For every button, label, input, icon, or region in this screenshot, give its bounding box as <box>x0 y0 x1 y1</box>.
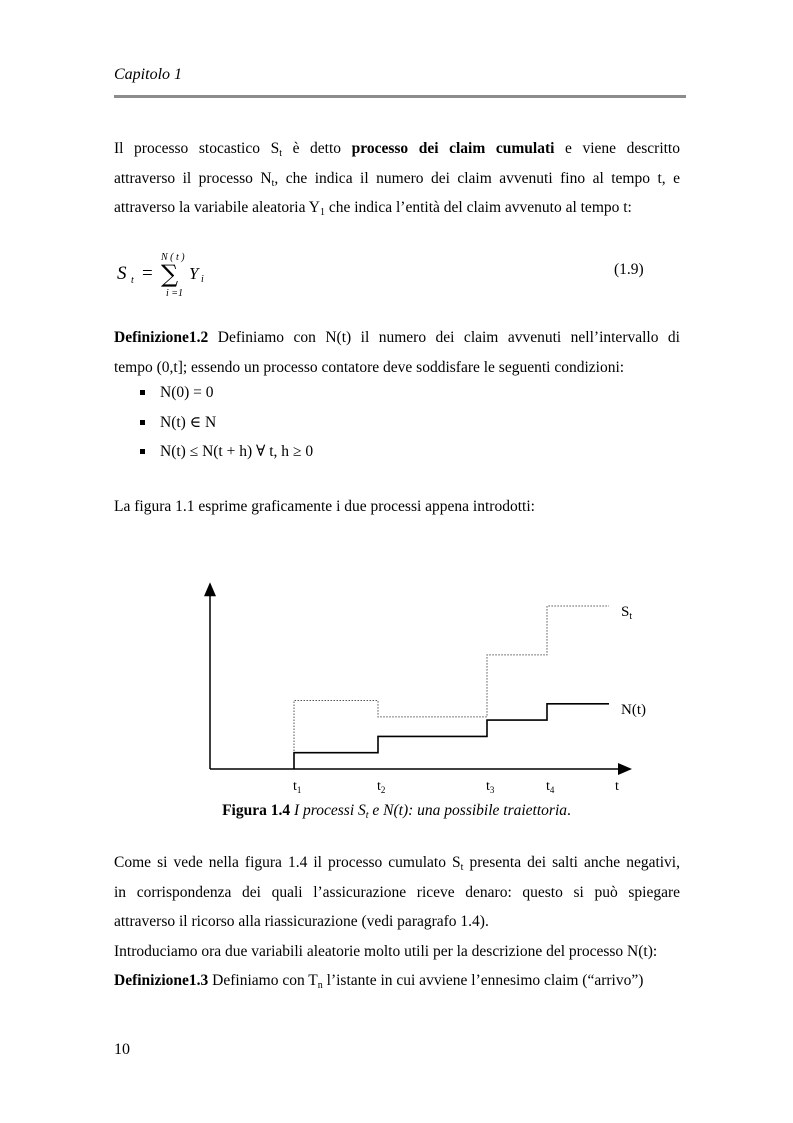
term-claims-process: processo dei claim cumulati <box>351 140 555 157</box>
figure-caption: Figura 1.4 I processi $S_t$ e N(t): una possibile traiettoria. <box>222 802 571 821</box>
paragraph-jumps <box>114 848 680 996</box>
y-axis-arrow <box>204 582 216 596</box>
series-label: N(t) <box>621 701 646 718</box>
conditions-list <box>140 378 313 467</box>
summation-symbol: ∑ <box>161 260 179 288</box>
page-number: 10 <box>114 1041 130 1058</box>
series-label: $S_t$ <box>621 604 633 622</box>
paragraph2-line3: attraverso il ricorso alla riassicurazione (vedi paragrafo 1.4). <box>114 913 489 930</box>
definition-1-2 <box>114 323 680 382</box>
x-axis-arrow <box>618 763 632 775</box>
process-chart <box>0 540 793 802</box>
equation-1-9: S t = N ( t ) ∑ i =1 Y i <box>117 252 204 299</box>
x-tick-label: $t_2$ <box>377 779 386 795</box>
condition-item: N(t) ∈ N <box>140 408 313 438</box>
paragraph2-line2: in corrispondenza dei quali l’assicurazione riceve denaro: questo si può spiegare <box>114 883 680 901</box>
series-line-nt <box>294 704 609 769</box>
x-tick-label: $t_4$ <box>546 779 555 795</box>
condition-item: N(t) ≤ N(t + h) ∀ t, h ≥ 0 <box>140 437 313 467</box>
paragraph2-line1: Come si vede nella figura 1.4 il processo cumulato $S_t$ presenta dei salti anche negativi, <box>114 854 680 873</box>
series-line-st <box>294 606 609 769</box>
x-tick-label: $t_1$ <box>293 779 302 795</box>
condition-item: N(0) = 0 <box>140 378 313 408</box>
definition2-line1: Definizione1.2 Definiamo con N(t) il numero dei claim avvenuti nell’intervallo di <box>114 329 680 346</box>
header-divider <box>114 95 686 98</box>
paragraph2-line4: Introduciamo ora due variabili aleatorie molto utili per la descrizione del processo N(t): <box>114 942 658 960</box>
definition-1-3: Definizione1.3 Definiamo con $T_n$ l’istante in cui avviene l’ennesimo claim (“arrivo”) <box>114 972 644 991</box>
definition2-line2: tempo (0,t]; essendo un processo contatore deve soddisfare le seguenti condizioni: <box>114 358 625 376</box>
equation-number: (1.9) <box>614 261 644 278</box>
paragraph-claims-process <box>114 134 680 223</box>
paragraph1-line3: attraverso la variabile aleatoria $Y_1$ che indica l’entità del claim avvenuto al tempo t: <box>114 199 632 218</box>
paragraph1-line2: attraverso il processo $N_t$, che indica il numero dei claim avvenuti fino al tempo t, e <box>114 169 680 189</box>
x-axis-label: t <box>615 779 619 794</box>
x-tick-label: $t_3$ <box>486 779 495 795</box>
paragraph1-line1: Il processo stocastico $S_t$ è detto processo dei claim cumulati e viene descritto <box>114 140 680 159</box>
chapter-header: Capitolo 1 <box>114 66 183 83</box>
figure-intro: La figura 1.1 esprime graficamente i due processi appena introdotti: <box>114 498 535 515</box>
